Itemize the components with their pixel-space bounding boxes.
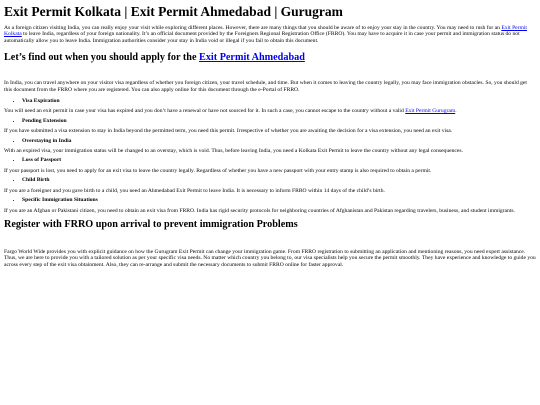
section-pending-extension bbox=[4, 118, 536, 135]
section-specific-immigration bbox=[4, 197, 536, 214]
section-title: • Specific Immigration Situations bbox=[22, 197, 536, 203]
section-child-birth bbox=[4, 177, 536, 194]
section-text-body: You will need an exit permit in case your visa has expired and you don’t have a renewal or have not sourced for it. In such a case, you cannot escape to the country without a valid bbox=[4, 108, 406, 115]
heading-register-frro: Register with FRRO upon arrival to prevent immigration Problems bbox=[4, 218, 298, 230]
section-title: • Overstaying in India bbox=[22, 138, 536, 144]
section-title: • Visa Expiration bbox=[22, 98, 536, 104]
exit-permit-gurugram-link[interactable]: Exit Permit Gurugram bbox=[405, 108, 456, 115]
intro-text-2: to leave India, regardless of your foreign nationality. It’s an official document provided by the Foreigners Regional Registration Office (FRRO). You may have to acquire it in case your permit and immigration status do not automatically allow you to leave India. Immigration authorities consider your stay in India void or illegal if you fail to obtain this document. bbox=[4, 31, 520, 44]
india-travel-paragraph: In India, you can travel anywhere on your visitor visa regardless of whether you foreign citizen, your travel schedule, and time. But when it comes to leaving the country legally, you may face immigration obstacles. So, you should get this document from the FRRO where you are registered. You can also apply online for this document through the e-Portal of FRRO. bbox=[4, 80, 527, 93]
page-title: Exit Permit Kolkata | Exit Permit Ahmedabad | Gurugram bbox=[4, 4, 343, 19]
section-text-end: . bbox=[455, 108, 457, 115]
section-title: • Pending Extension bbox=[22, 118, 536, 124]
section-text: With an expired visa, your immigration status will be changed to an overstay, which is void. Thus, before leaving India, you need a Kolkata Exit Permit to leave the country without any legal consequences. bbox=[4, 148, 463, 155]
article bbox=[0, 4, 540, 268]
section-overstaying bbox=[4, 138, 536, 155]
section-text: If you are an Afghan or Pakistani citizen, you need to obtain an exit visa from FRRO. India has rigid security protocols for neighboring countries of Afghanistan and Pakistan regarding travelers, business, and student immigrants. bbox=[4, 207, 515, 214]
section-text: If your passport is lost, you need to apply for an exit visa to leave the country legally. Regardless of whether you have a new passport with your entry stamp is also required to obtain a permit. bbox=[4, 167, 432, 174]
section-text: If you have submitted a visa extension to stay in India beyond the permitted term, you need this permit. Irrespective of whether you are awaiting the decision for a visa extension, you need an exit visa. bbox=[4, 128, 453, 135]
heading-when-to-apply-text: Let’s find out when you should apply for the bbox=[4, 52, 200, 64]
section-text bbox=[4, 108, 536, 114]
section-loss-of-passport bbox=[4, 157, 536, 174]
exit-permit-ahmedabad-link[interactable]: Exit Permit Ahmedabad bbox=[199, 52, 305, 64]
fargo-paragraph: Fargo World Wide provides you with explicit guidance on how the Gurugram Exit Permit can change your immigration game. From FRRO registration to submitting an application and mentioning reasons, you need expert assistance. Thus, we are here to provide you with a tailored solution as per your specific visa needs. No matter which country you belong to, our visa specialists help you secure the permit smoothly. They have experience and knowledge to guide you across every step of the exit visa obtainment. Also, they can re-arrange and submit the necessary documents to submit FRRO online for faster approval. bbox=[4, 248, 536, 268]
heading-when-to-apply bbox=[4, 52, 536, 64]
section-visa-expiration bbox=[4, 98, 536, 115]
section-title: • Loss of Passport bbox=[22, 157, 536, 163]
intro-paragraph bbox=[4, 25, 536, 44]
section-title: • Child Birth bbox=[22, 177, 536, 183]
exit-permit-kolkata-link[interactable]: Exit Permit Kolkata bbox=[4, 25, 527, 38]
intro-text-1: As a foreign citizen visiting India, you can really enjoy your visit while exploring different places. However, there are many things that you should be aware of to enjoy your stay in the country. You may need to rush for an bbox=[4, 25, 502, 31]
section-text: If you are a foreigner and you gave birth to a child, you need an Ahmedabad Exit Permit to leave India. It is necessary to inform FRRO within 14 days of the child’s birth. bbox=[4, 187, 385, 194]
